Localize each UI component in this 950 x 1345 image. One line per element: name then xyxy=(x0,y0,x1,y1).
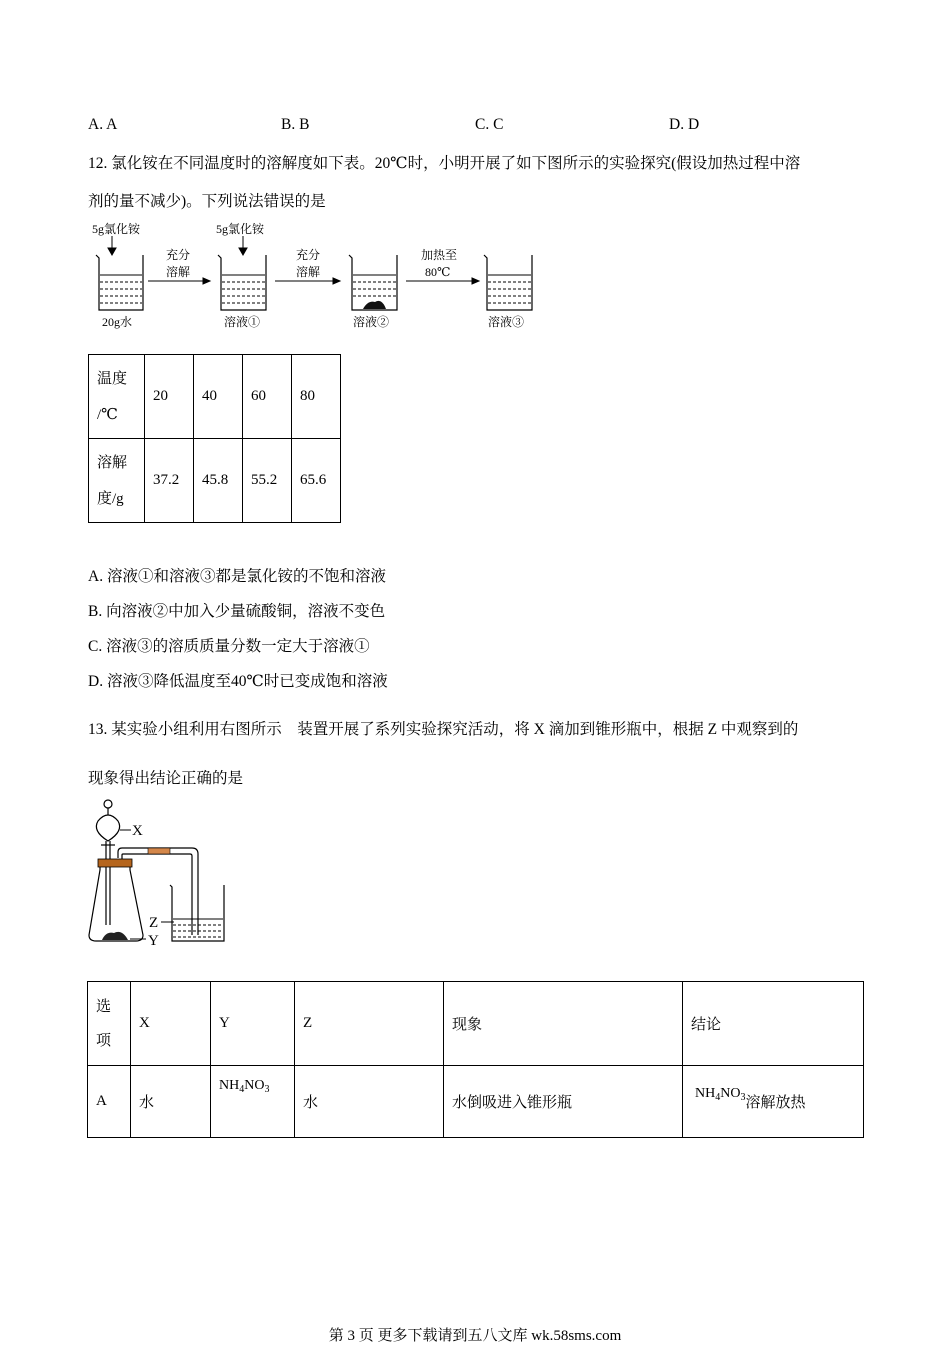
prev-option-d: D. D xyxy=(669,116,700,133)
q13-options-table xyxy=(87,981,864,1138)
diagram-label-solution1: 溶液① xyxy=(224,315,261,329)
header-x: X xyxy=(131,982,211,1066)
header-option: 选 项 xyxy=(88,982,131,1066)
table-solubility-60: 55.2 xyxy=(243,439,292,523)
table-temp-40: 40 xyxy=(194,355,243,439)
q12-option-c: C. 溶液③的溶质质量分数一定大于溶液① xyxy=(88,638,370,655)
undissolved-solid xyxy=(363,301,386,309)
table-solubility-header: 溶解 度/g xyxy=(89,439,145,523)
diagram-step3-line1: 加热至 xyxy=(421,248,458,262)
row-option: A xyxy=(88,1066,131,1138)
q12-experiment-diagram xyxy=(88,218,538,333)
row-y: $NH_4NO_3$ xyxy=(211,1066,295,1138)
q12-solubility-table xyxy=(88,354,341,523)
header-y: Y xyxy=(211,982,295,1066)
page-footer: 第 3 页 更多下载请到五八文库 wk.58sms.com xyxy=(328,1328,622,1344)
q13-apparatus-diagram xyxy=(86,795,236,950)
prev-option-a: A. A xyxy=(88,116,118,133)
diagram-add1-label: 5g氯化铵 xyxy=(92,222,141,236)
label-y: Y xyxy=(148,933,159,949)
label-z: Z xyxy=(149,915,159,931)
row-z: 水 xyxy=(295,1066,444,1138)
q12-option-d: D. 溶液③降低温度至40℃时已变成饱和溶液 xyxy=(88,673,388,690)
q12-stem-line1: 12. 氯化铵在不同温度时的溶解度如下表。20℃时，小明开展了如下图所示的实验探究(假设加热过程中溶 xyxy=(88,155,801,172)
row-phenomenon: 水倒吸进入锥形瓶 xyxy=(444,1066,683,1138)
diagram-label-solution2: 溶液② xyxy=(353,315,390,329)
header-conclusion: 结论 xyxy=(683,982,864,1066)
q13-stem-line2: 现象得出结论正确的是 xyxy=(88,770,244,787)
diagram-label-water: 20g水 xyxy=(102,315,133,329)
table-temp-header: 温度 /℃ xyxy=(89,355,145,439)
diagram-step2-line2: 溶解 xyxy=(296,265,321,279)
q12-option-a: A. 溶液①和溶液③都是氯化铵的不饱和溶液 xyxy=(88,568,386,585)
table-solubility-80: 65.6 xyxy=(292,439,341,523)
diagram-step3-line2: 80℃ xyxy=(425,265,451,279)
solid-y xyxy=(102,932,128,940)
q12-option-b: B. 向溶液②中加入少量硫酸铜，溶液不变色 xyxy=(88,603,386,620)
table-temp-60: 60 xyxy=(243,355,292,439)
header-phenomenon: 现象 xyxy=(444,982,683,1066)
diagram-step1-line1: 充分 xyxy=(166,248,191,262)
table-temp-80: 80 xyxy=(292,355,341,439)
row-conclusion: $NH_4NO_3$溶解放热 xyxy=(683,1066,864,1138)
diagram-label-solution3: 溶液③ xyxy=(488,315,525,329)
row-x: 水 xyxy=(131,1066,211,1138)
rubber-stopper xyxy=(98,859,132,867)
diagram-add2-label: 5g氯化铵 xyxy=(216,222,265,236)
rubber-tube xyxy=(148,848,170,854)
diagram-step1-line2: 溶解 xyxy=(166,265,191,279)
table-solubility-20: 37.2 xyxy=(145,439,194,523)
prev-option-c: C. C xyxy=(475,116,504,133)
table-temp-20: 20 xyxy=(145,355,194,439)
table-solubility-40: 45.8 xyxy=(194,439,243,523)
header-z: Z xyxy=(295,982,444,1066)
q13-stem-line1: 13. 某实验小组利用右图所示 装置开展了系列实验探究活动，将 X 滴加到锥形瓶中，根据 Z 中观察到的 xyxy=(88,721,799,738)
prev-option-b: B. B xyxy=(281,116,310,133)
label-x: X xyxy=(132,823,143,839)
q12-stem-line2: 剂的量不减少)。下列说法错误的是 xyxy=(88,193,326,210)
diagram-step2-line1: 充分 xyxy=(296,248,321,262)
